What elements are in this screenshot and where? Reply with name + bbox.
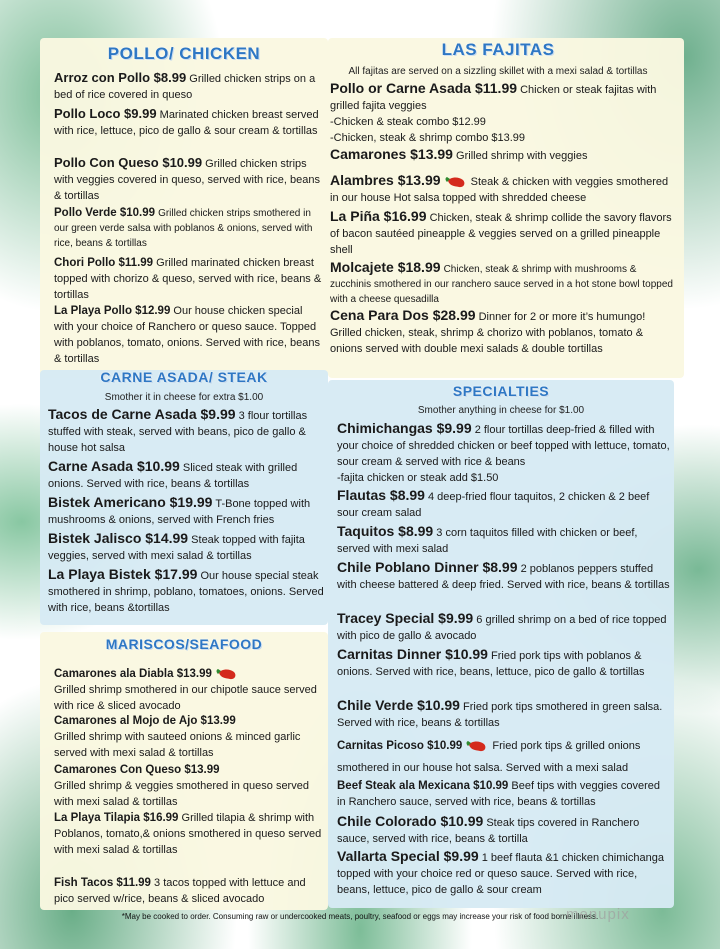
pollo-item: Pollo Con Queso $10.99 Grilled chicken strips with veggies covered in queso, served with rice, beans & tortillas	[54, 155, 320, 202]
hot-pepper-icon	[444, 174, 468, 190]
specialties-item: Beef Steak ala Mexicana $10.99 Beef tips with veggies covered in Ranchero sauce, served with rice, beans & tortillas	[337, 780, 660, 808]
specialties-item: Chile Verde $10.99 Fried pork tips smothered in green salsa. Served with rice, beans & tortillas	[337, 697, 663, 729]
specialties-note: Smother anything in cheese for $1.00	[417, 405, 585, 416]
fajitas-section-title: LAS FAJITAS	[441, 40, 555, 59]
fajitas-item: Pollo or Carne Asada $11.99 Chicken or steak fajitas with grilled fajita veggies -Chicken & steak combo $12.99 -Chicken, steak & shrimp combo $13.99	[330, 80, 657, 144]
carne-item: La Playa Bistek $17.99 Our house special steak smothered in shrimp, poblano, tomatoes, onions. Served with rice, beans &tortillas	[48, 566, 324, 614]
pollo-item: Pollo Loco $9.99 Marinated chicken breast served with rice, lettuce, pico de gallo & sour cream & tortillas	[54, 106, 319, 137]
specialties-section-title: SPECIALTIES	[452, 383, 550, 399]
fajitas-item: Cena Para Dos $28.99 Dinner for 2 or more it’s humungo! Grilled chicken, steak, shrimp & chorizo with poblanos, tomato & onions served with double mexi salads & double tortillas	[330, 307, 646, 355]
carne-item: Bistek Jalisco $14.99 Steak topped with fajita veggies, served with mexi salad & tortillas	[48, 530, 305, 562]
pollo-item: Pollo Verde $10.99 Grilled chicken strips smothered in our green verde salsa with poblanos & onions, served with rice, beans & tortillas	[54, 207, 313, 249]
food-safety-disclaimer: *May be cooked to order. Consuming raw or undercooked meats, poultry, seafood or eggs may increase your risk of food borne illness.	[121, 912, 599, 921]
mariscos-item: Camarones Con Queso $13.99 Grilled shrimp & veggies smothered in queso served with mexi salad & tortillas	[54, 764, 309, 808]
mariscos-item: Camarones al Mojo de Ajo $13.99 Grilled shrimp with sauteed onions & minced garlic served with mexi salad & tortillas	[54, 715, 301, 759]
mariscos-item: Camarones ala Diabla $13.99 Grilled shrimp smothered in our chipotle sauce served with rice & sliced avocado	[54, 668, 317, 713]
specialties-item: Chimichangas $9.99 2 flour tortillas deep-fried & filled with your choice of shredded chicken or beef topped with lettuce, tomato, sour cream & served with rice & beans -fajita chicken or steak add $1.50	[337, 420, 670, 484]
mariscos-item: La Playa Tilapia $16.99 Grilled tilapia & shrimp with Poblanos, tomato,& onions smothered in queso served with mexi salad & tortillas	[54, 812, 322, 856]
hot-pepper-icon	[215, 666, 239, 682]
carne-note: Smother it in cheese for extra $1.00	[104, 392, 264, 403]
pollo-item: Chori Pollo $11.99 Grilled marinated chicken breast topped with chorizo & queso, served with rice, beans & tortillas	[54, 257, 322, 301]
fajitas-note: All fajitas are served on a sizzling skillet with a mexi salad & tortillas	[348, 66, 648, 77]
fajitas-item: Alambres $13.99 Steak & chicken with veggies smothered in our house Hot salsa topped with shredded cheese	[330, 172, 669, 205]
specialties-item: Chile Poblano Dinner $8.99 2 poblanos peppers stuffed with cheese battered & deep fried. Served with rice, beans & tortillas	[337, 559, 670, 591]
pollo-item: Arroz con Pollo $8.99 Grilled chicken strips on a bed of rice covered in queso	[54, 70, 316, 101]
specialties-item: Flautas $8.99 4 deep-fried flour taquitos, 2 chicken & 2 beef sour cream salad	[337, 487, 650, 519]
specialties-item: Carnitas Dinner $10.99 Fried pork tips with poblanos & onions. Served with rice, beans, lettuce, pico de gallo & tortillas	[337, 646, 645, 678]
fajitas-item: Molcajete $18.99 Chicken, steak & shrimp with mushrooms & zucchinis smothered in our ranchero sauce served in a hot stone bowl topped with a cheese quesadilla	[330, 259, 673, 305]
specialties-item: Vallarta Special $9.99 1 beef flauta &1 chicken chimichanga topped with your choice red or queso sauce. Served with rice, beans, lettuce, pico de gallo & sour cream	[337, 848, 664, 896]
fajitas-item: Camarones $13.99 Grilled shrimp with veggies	[330, 146, 588, 162]
carne-item: Tacos de Carne Asada $9.99 3 flour tortillas stuffed with steak, served with beans, pico de gallo & house hot salsa	[48, 406, 308, 454]
carne-item: Carne Asada $10.99 Sliced steak with grilled onions. Served with rice, beans & tortillas	[48, 458, 298, 490]
watermark: menupix	[566, 906, 630, 923]
fajitas-item: La Piña $16.99 Chicken, steak & shrimp collide the savory flavors of bacon sautéed pineapple & veggies served on a grilled pineapple shell	[330, 208, 672, 256]
carne-item: Bistek Americano $19.99 T-Bone topped with mushrooms & onions, served with French fries	[48, 494, 311, 526]
specialties-item: Tracey Special $9.99 6 grilled shrimp on a bed of rice topped with pico de gallo & avocado	[337, 610, 667, 642]
mariscos-item: Fish Tacos $11.99 3 tacos topped with lettuce and pico served w/rice, beans & sliced avocado	[54, 877, 306, 905]
pollo-item: La Playa Pollo $12.99 Our house chicken special with your choice of Ranchero or queso sauce. Topped with poblanos, tomato, onions. Served with rice, beans & tortillas	[54, 305, 320, 365]
mariscos-section-title: MARISCOS/SEAFOOD	[105, 636, 263, 652]
specialties-item: Carnitas Picoso $10.99 Fried pork tips & grilled onions smothered in our house hot salsa. Served with a mexi salad	[337, 740, 641, 774]
carne-section-title: CARNE ASADA/ STEAK	[100, 369, 268, 385]
specialties-item: Chile Colorado $10.99 Steak tips covered in Ranchero sauce, served with rice, beans & tortilla	[337, 813, 640, 845]
hot-pepper-icon	[465, 738, 489, 754]
pollo-section-title: POLLO/ CHICKEN	[107, 44, 261, 63]
specialties-item: Taquitos $8.99 3 corn taquitos filled with chicken or beef, served with mexi salad	[337, 523, 638, 555]
